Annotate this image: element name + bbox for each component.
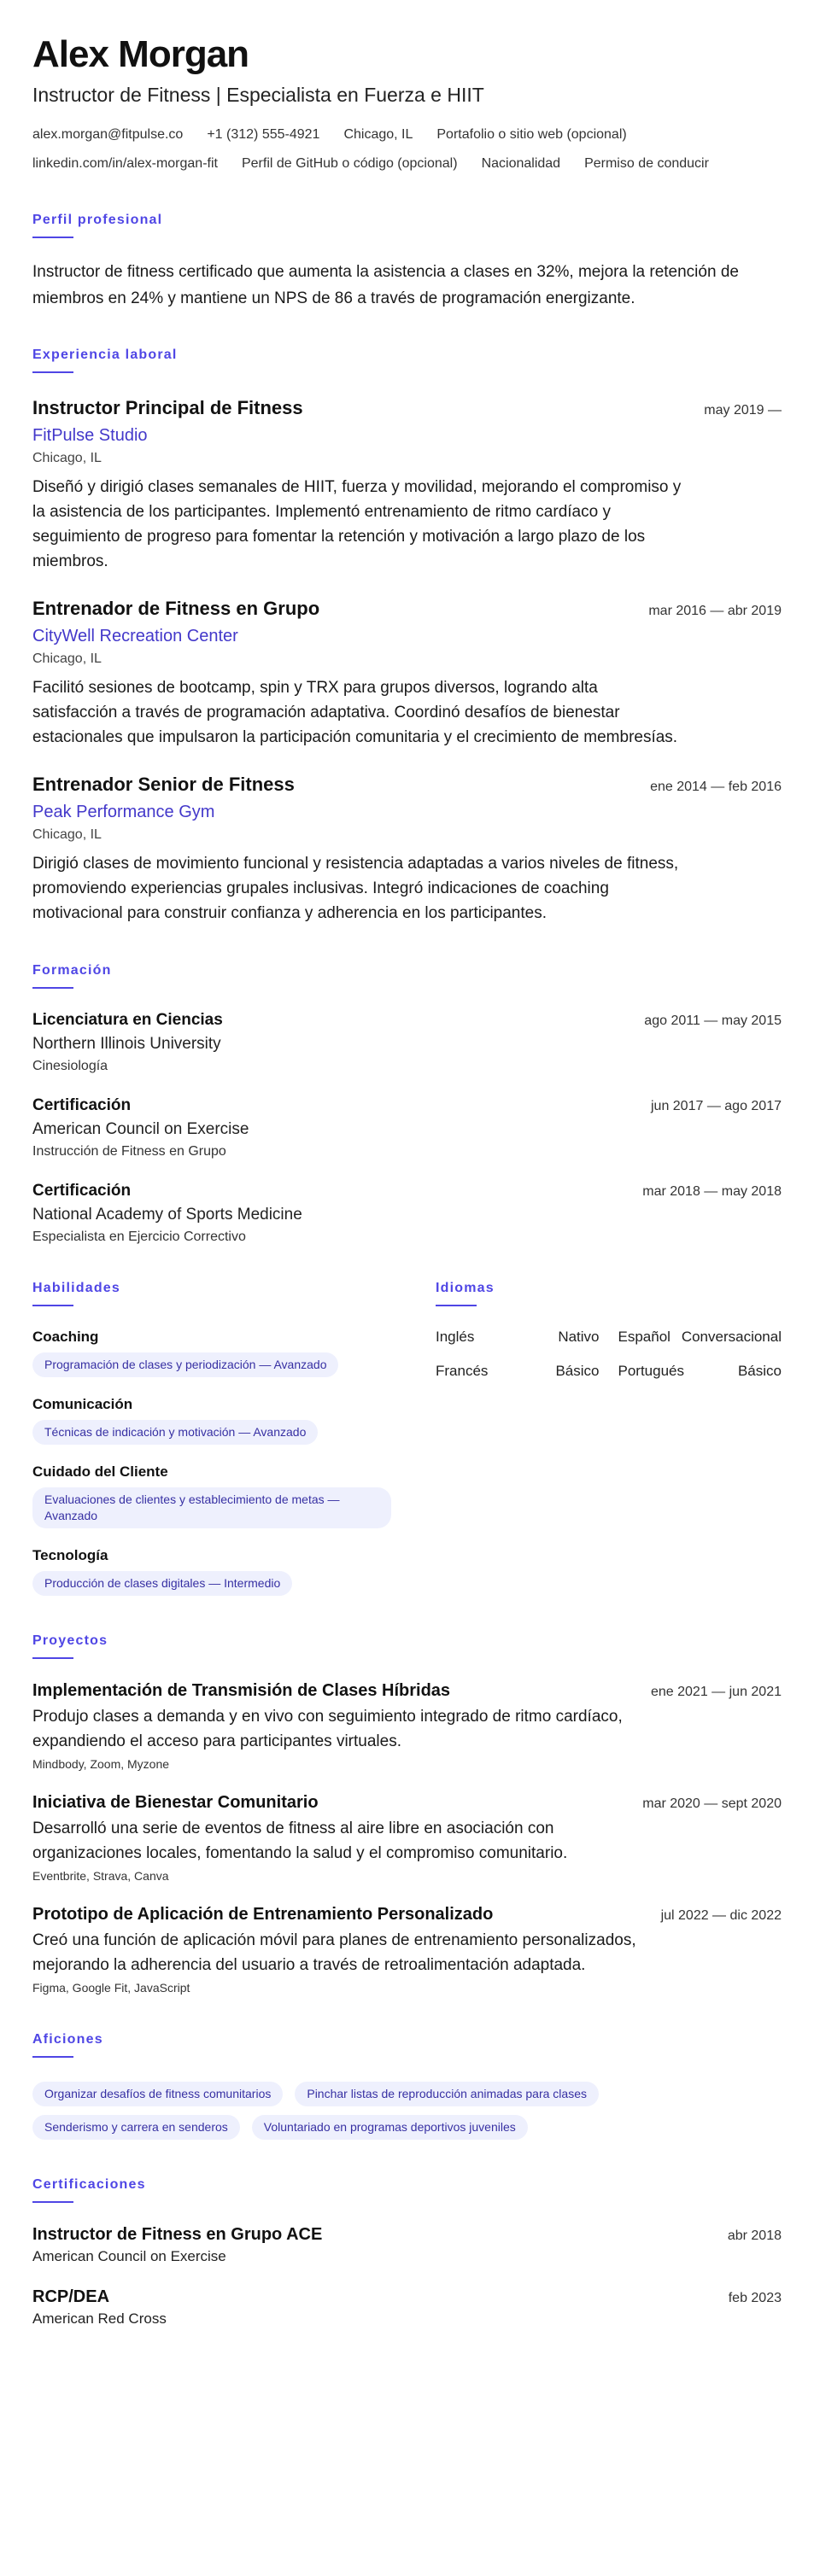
summary-text: Instructor de fitness certificado que aumenta la asistencia a clases en 32%, mejora la retención de miembros en 24% y mantiene un NPS de 86 a través de programación energizante. — [32, 263, 739, 308]
contact-location: Chicago, IL — [343, 127, 413, 143]
education-section — [32, 963, 782, 1245]
field-of-study: Cinesiología — [32, 1059, 108, 1074]
contact-list — [32, 120, 767, 178]
certification-org: American Red Cross — [32, 2310, 167, 2328]
hobby-list — [32, 2073, 782, 2140]
hobbies-section — [32, 2032, 782, 2140]
project-item — [32, 1905, 782, 1995]
degree: Certificación — [32, 1182, 132, 1200]
hobby-chip: Voluntariado en programas deportivos juveniles — [252, 2115, 528, 2140]
language-name: Francés — [436, 1363, 489, 1380]
section-divider — [32, 2201, 73, 2203]
language-level: Conversacional — [681, 1329, 782, 1346]
project-dates: mar 2020 — sept 2020 — [642, 1796, 782, 1812]
projects-section — [32, 1633, 782, 1995]
experience-item — [32, 397, 782, 574]
contact-portfolio[interactable]: Portafolio o sitio web (opcional) — [436, 127, 627, 143]
language-item — [618, 1329, 782, 1346]
education-item — [32, 1011, 782, 1074]
language-item — [436, 1329, 600, 1346]
language-level: Básico — [737, 1363, 782, 1380]
project-item — [32, 1793, 782, 1883]
certification-name: RCP/DEA — [32, 2287, 110, 2307]
project-name: Prototipo de Aplicación de Entrenamiento Personalizado — [32, 1905, 494, 1925]
section-divider — [32, 1305, 73, 1306]
education-dates: mar 2018 — may 2018 — [642, 1184, 782, 1200]
job-dates: may 2019 — — [704, 403, 782, 418]
job-description: Facilitó sesiones de bootcamp, spin y TRX para grupos diversos, logrando alta satisfacción a través de programación adaptativa. Coordinó desafíos de bienestar estacionales que impulsaron la participación comunitaria y el crecimiento de membresías. — [32, 679, 678, 747]
project-name: Implementación de Transmisión de Clases Híbridas — [32, 1681, 451, 1701]
contact-github[interactable]: Perfil de GitHub o código (opcional) — [241, 156, 458, 172]
project-dates: jul 2022 — dic 2022 — [660, 1908, 782, 1924]
section-divider — [32, 237, 73, 238]
section-divider — [436, 1305, 477, 1306]
project-item — [32, 1681, 782, 1771]
education-item — [32, 1096, 782, 1159]
languages-section — [436, 1281, 782, 1596]
job-description: Diseñó y dirigió clases semanales de HIIT, fuerza y movilidad, mejorando el compromiso y la asistencia de los participantes. Implementó entrenamiento de ritmo cardíaco y seguimiento de progreso para fomentar la retención y motivación a largo plazo de los miembros. — [32, 478, 682, 571]
experience-item — [32, 774, 782, 926]
field-of-study: Instrucción de Fitness en Grupo — [32, 1144, 226, 1159]
project-dates: ene 2021 — jun 2021 — [650, 1685, 782, 1700]
section-title: Formación — [32, 963, 112, 978]
job-title: Entrenador de Fitness en Grupo — [32, 598, 320, 620]
job-dates: ene 2014 — feb 2016 — [650, 780, 782, 795]
skills-languages-row — [32, 1281, 782, 1596]
contact-nationality: Nacionalidad — [481, 156, 561, 172]
certification-item — [32, 2225, 782, 2265]
skills-section — [32, 1281, 401, 1596]
language-item — [436, 1363, 600, 1380]
summary-section — [32, 213, 782, 312]
candidate-name: Alex Morgan — [32, 33, 249, 75]
project-description: Desarrolló una serie de eventos de fitness al aire libre en asociación con organizaciones locales, fomentando la salud y el compromiso comunitario. — [32, 1820, 568, 1863]
language-name: Español — [618, 1329, 671, 1346]
section-title: Proyectos — [32, 1633, 108, 1649]
language-item — [618, 1363, 782, 1380]
project-tools: Eventbrite, Strava, Canva — [32, 1869, 169, 1884]
headline: Instructor de Fitness | Especialista en Fuerza e HIIT — [32, 84, 484, 107]
skill-chip: Producción de clases digitales — Intermedio — [32, 1571, 292, 1596]
section-divider — [32, 2056, 73, 2058]
job-dates: mar 2016 — abr 2019 — [648, 604, 782, 619]
school-name: Northern Illinois University — [32, 1035, 221, 1054]
section-title: Aficiones — [32, 2032, 103, 2047]
project-description: Produjo clases a demanda y en vivo con seguimiento integrado de ritmo cardíaco, expandiendo el acceso para participantes virtuales. — [32, 1708, 623, 1751]
hobby-chip: Organizar desafíos de fitness comunitarios — [32, 2082, 283, 2106]
certification-date: feb 2023 — [728, 2291, 782, 2306]
job-location: Chicago, IL — [32, 651, 102, 667]
hobby-chip: Senderismo y carrera en senderos — [32, 2115, 240, 2140]
degree: Licenciatura en Ciencias — [32, 1011, 223, 1030]
job-title: Entrenador Senior de Fitness — [32, 774, 295, 796]
header — [32, 34, 782, 178]
job-title: Instructor Principal de Fitness — [32, 397, 303, 419]
section-divider — [32, 371, 73, 373]
field-of-study: Especialista en Ejercicio Correctivo — [32, 1230, 246, 1245]
skill-chip: Evaluaciones de clientes y establecimiento de metas — Avanzado — [32, 1487, 391, 1528]
degree: Certificación — [32, 1096, 132, 1115]
certification-item — [32, 2287, 782, 2328]
skill-category: Comunicación — [32, 1396, 133, 1413]
skill-category: Cuidado del Cliente — [32, 1463, 168, 1481]
education-item — [32, 1182, 782, 1245]
section-title: Perfil profesional — [32, 213, 163, 228]
school-name: American Council on Exercise — [32, 1120, 249, 1139]
contact-phone[interactable]: +1 (312) 555-4921 — [207, 127, 320, 143]
project-name: Iniciativa de Bienestar Comunitario — [32, 1793, 319, 1813]
skill-chip: Técnicas de indicación y motivación — Avanzado — [32, 1420, 318, 1445]
experience-item — [32, 598, 782, 750]
certification-date: abr 2018 — [727, 2228, 782, 2244]
language-name: Inglés — [436, 1329, 475, 1346]
experience-section — [32, 348, 782, 926]
contact-license: Permiso de conducir — [584, 156, 709, 172]
language-level: Básico — [555, 1363, 600, 1380]
job-location: Chicago, IL — [32, 451, 102, 466]
school-name: National Academy of Sports Medicine — [32, 1206, 302, 1224]
certification-org: American Council on Exercise — [32, 2248, 226, 2265]
education-dates: jun 2017 — ago 2017 — [650, 1099, 782, 1114]
project-description: Creó una función de aplicación móvil para planes de entrenamiento personalizados, mejorando la adherencia del usuario a través de retroalimentación adaptada. — [32, 1931, 636, 1975]
contact-email[interactable]: alex.morgan@fitpulse.co — [32, 127, 184, 143]
language-name: Portugués — [618, 1363, 684, 1380]
project-tools: Mindbody, Zoom, Myzone — [32, 1757, 170, 1772]
company-name: CityWell Recreation Center — [32, 627, 238, 646]
section-title: Idiomas — [436, 1281, 495, 1296]
contact-linkedin[interactable]: linkedin.com/in/alex-morgan-fit — [32, 156, 218, 172]
section-divider — [32, 987, 73, 989]
language-level: Nativo — [558, 1329, 600, 1346]
company-name: FitPulse Studio — [32, 426, 148, 446]
job-description: Dirigió clases de movimiento funcional y resistencia adaptadas a varios niveles de fitness, promoviendo experiencias grupales inclusivas. Integró indicaciones de coaching motivacional para construir confianza y adherencia en los participantes. — [32, 855, 679, 923]
section-title: Experiencia laboral — [32, 348, 178, 363]
section-title: Certificaciones — [32, 2177, 146, 2193]
certification-name: Instructor de Fitness en Grupo ACE — [32, 2225, 323, 2245]
section-title: Habilidades — [32, 1281, 121, 1296]
education-dates: ago 2011 — may 2015 — [644, 1013, 782, 1029]
company-name: Peak Performance Gym — [32, 803, 215, 822]
skill-category: Tecnología — [32, 1547, 108, 1564]
skill-chip: Programación de clases y periodización — Avanzado — [32, 1352, 338, 1377]
hobby-chip: Pinchar listas de reproducción animadas para clases — [295, 2082, 599, 2106]
certifications-section — [32, 2177, 782, 2328]
job-location: Chicago, IL — [32, 827, 102, 843]
project-tools: Figma, Google Fit, JavaScript — [32, 1981, 190, 1995]
skill-category: Coaching — [32, 1329, 99, 1346]
section-divider — [32, 1657, 73, 1659]
